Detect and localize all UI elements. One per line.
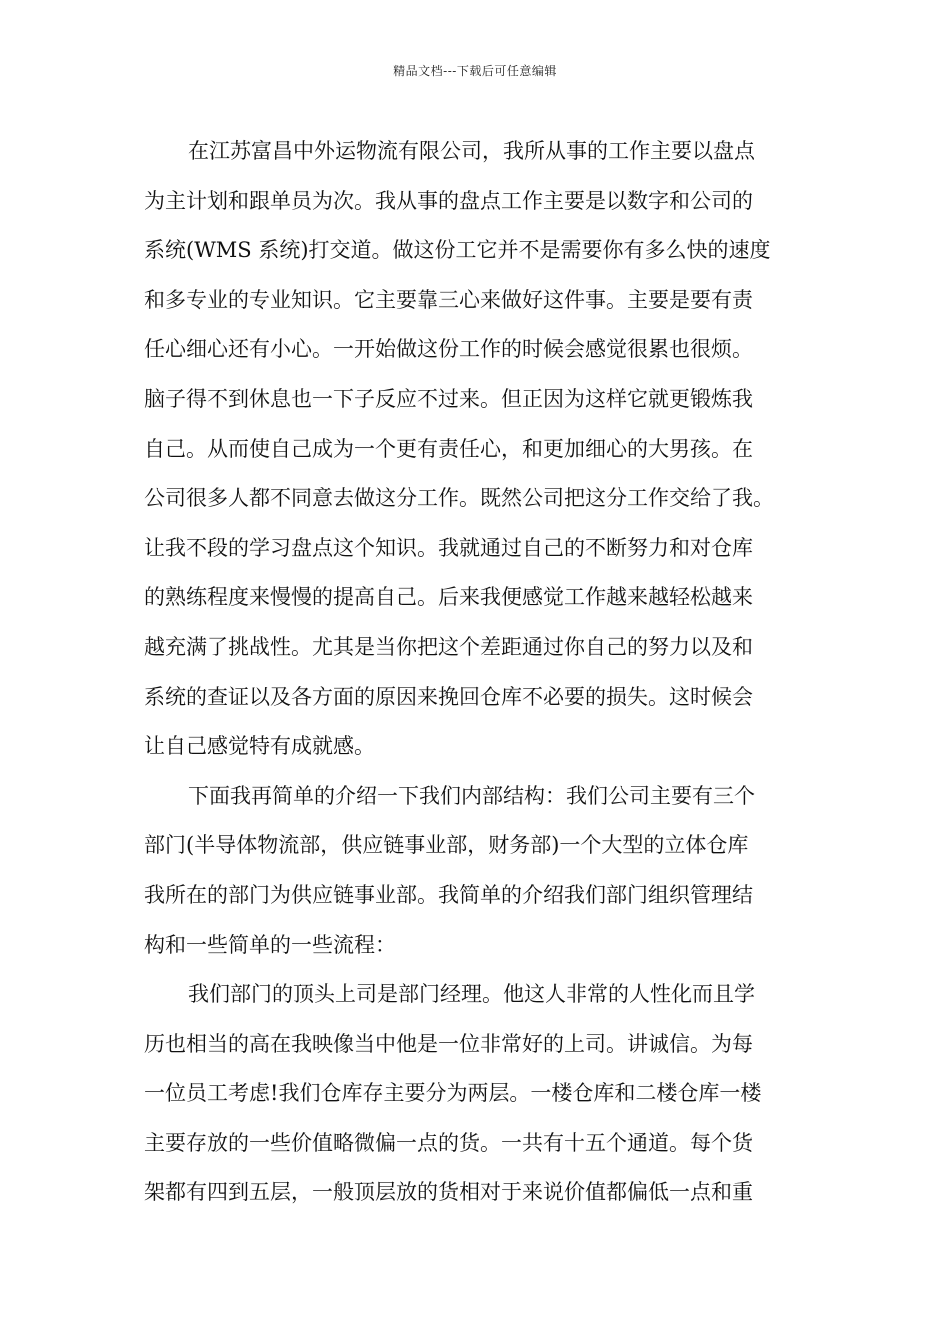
paragraph-line: 脑子得不到休息也一下子反应不过来。但正因为这样它就更锻炼我 xyxy=(144,386,753,411)
paragraph-line: 让我不段的学习盘点这个知识。我就通过自己的不断努力和对仓库 xyxy=(144,535,753,560)
paragraph-line: 一位员工考虑!我们仓库存主要分为两层。一楼仓库和二楼仓库一楼 xyxy=(144,1081,762,1106)
document-body xyxy=(144,127,820,1218)
paragraph-line: 架都有四到五层，一般顶层放的货相对于来说价值都偏低一点和重 xyxy=(144,1180,753,1205)
paragraph-line: 历也相当的高在我映像当中他是一位非常好的上司。讲诚信。为每 xyxy=(144,1031,753,1056)
paragraph-line: 我所在的部门为供应链事业部。我简单的介绍我们部门组织管理结 xyxy=(144,882,753,907)
paragraph-line: 系统(WMS 系统)打交道。做这份工它并不是需要你有多么快的速度 xyxy=(144,238,771,263)
paragraph-line: 越充满了挑战性。尤其是当你把这个差距通过你自己的努力以及和 xyxy=(144,634,753,659)
paragraph-2 xyxy=(144,772,820,970)
paragraph-line: 构和一些简单的一些流程： xyxy=(144,932,396,957)
paragraph-line: 我们部门的顶头上司是部门经理。他这人非常的人性化而且学 xyxy=(188,982,755,1007)
paragraph-line: 任心细心还有小心。一开始做这份工作的时候会感觉很累也很烦。 xyxy=(144,337,753,362)
paragraph-line: 为主计划和跟单员为次。我从事的盘点工作主要是以数字和公司的 xyxy=(144,188,753,213)
paragraph-line: 部门(半导体物流部，供应链事业部，财务部)一个大型的立体仓库 xyxy=(144,833,749,858)
paragraph-line: 在江苏富昌中外运物流有限公司，我所从事的工作主要以盘点 xyxy=(188,139,755,163)
paragraph-line: 让自己感觉特有成就感。 xyxy=(144,734,375,759)
paragraph-line: 下面我再简单的介绍一下我们内部结构：我们公司主要有三个 xyxy=(188,783,755,808)
paragraph-line: 系统的查证以及各方面的原因来挽回仓库不必要的损失。这时候会 xyxy=(144,684,753,709)
paragraph-3 xyxy=(144,970,820,1218)
paragraph-line: 和多专业的专业知识。它主要靠三心来做好这件事。主要是要有责 xyxy=(144,287,753,312)
page-header: 精品文档---下载后可任意编辑 xyxy=(393,64,557,78)
paragraph-line: 公司很多人都不同意去做这分工作。既然公司把这分工作交给了我。 xyxy=(144,486,774,511)
paragraph-line: 的熟练程度来慢慢的提高自己。后来我便感觉工作越来越轻松越来 xyxy=(144,585,753,610)
paragraph-line: 主要存放的一些价值略微偏一点的货。一共有十五个通道。每个货 xyxy=(144,1130,753,1155)
paragraph-line: 自己。从而使自己成为一个更有责任心，和更加细心的大男孩。在 xyxy=(144,436,753,461)
paragraph-1 xyxy=(144,127,820,772)
